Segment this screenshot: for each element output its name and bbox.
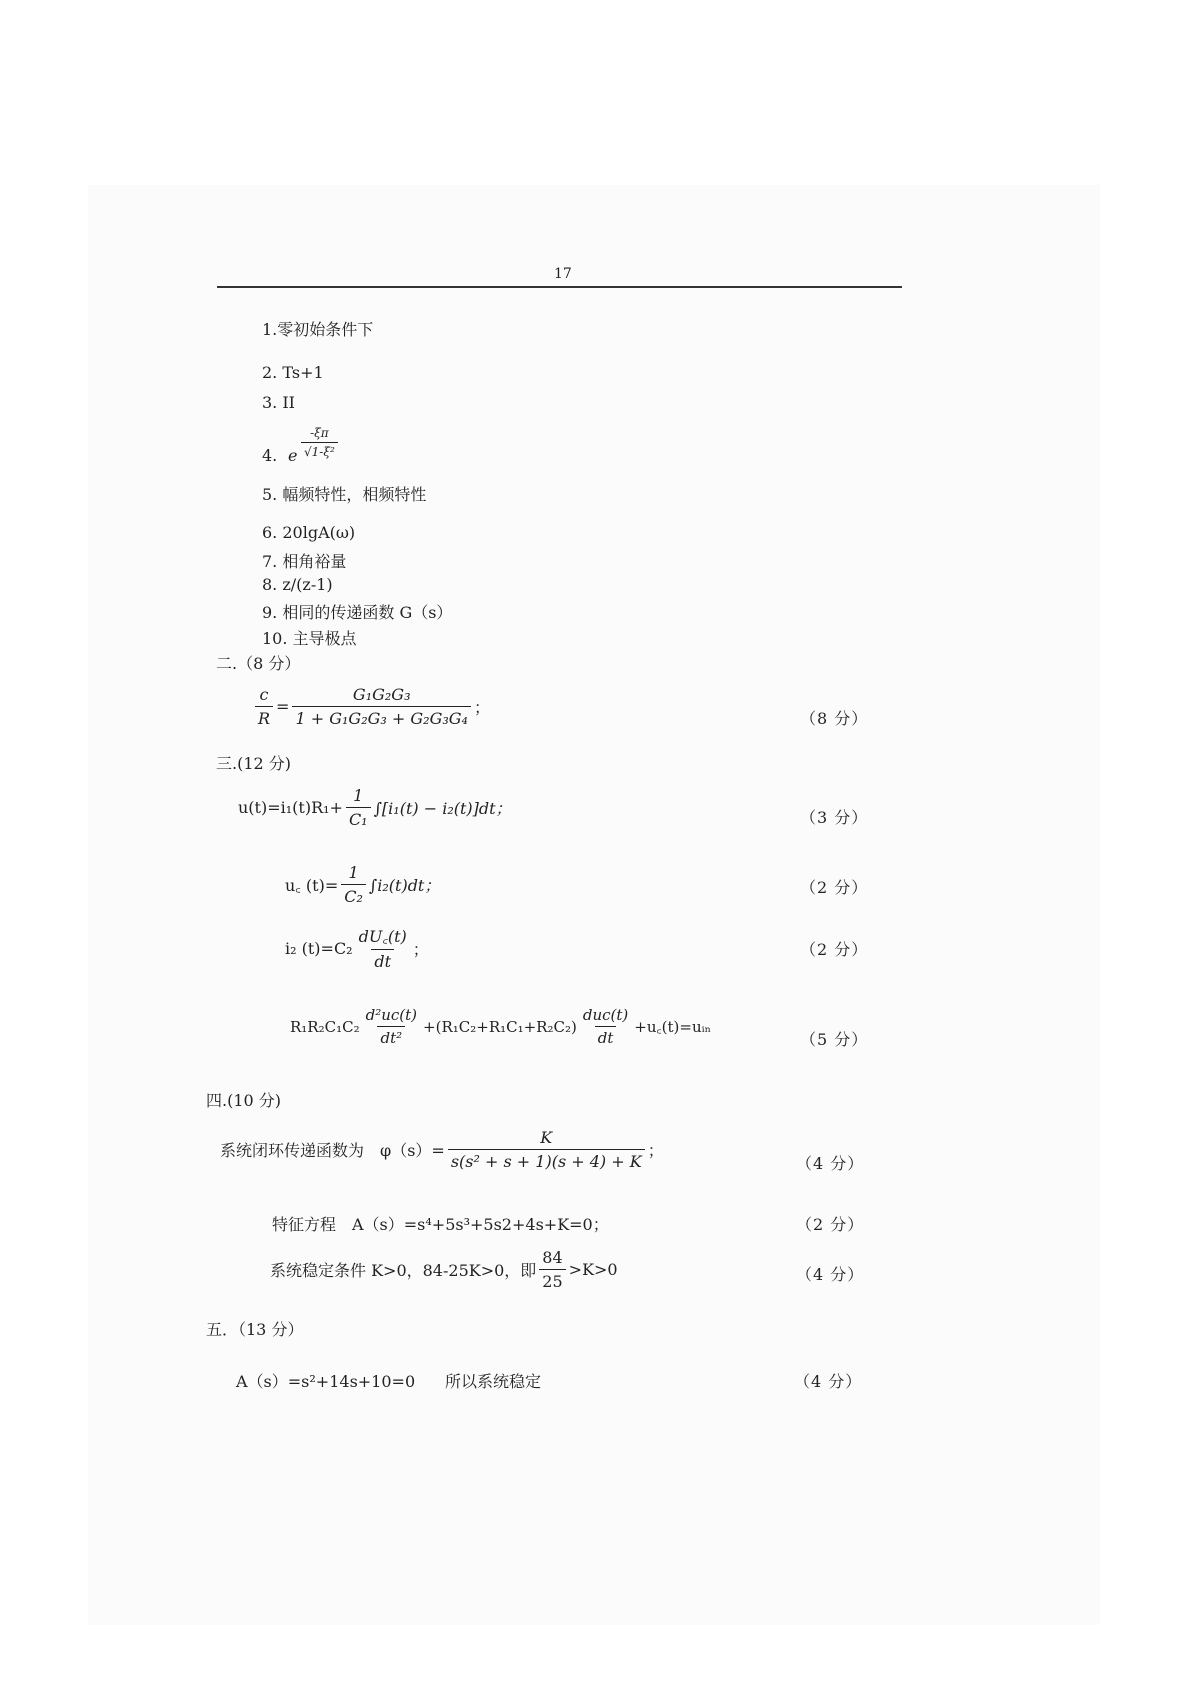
scanned-page — [88, 185, 1100, 1625]
eq4-denominator-1: dt² — [377, 1026, 405, 1047]
closed-loop-end: ； — [647, 1141, 664, 1160]
stability-label: 系统稳定条件 K>0，84-25K>0，即 — [270, 1261, 537, 1280]
section-3-eq-1 — [238, 786, 512, 829]
section-5-note: 所以系统稳定 — [445, 1372, 542, 1391]
stability-numerator: 84 — [542, 1248, 563, 1267]
stability-denominator: 25 — [539, 1269, 565, 1291]
section-4-line-3 — [270, 1248, 618, 1291]
section-3-eq-4 — [290, 1006, 711, 1047]
closed-loop-denominator: s(s² + s + 1)(s + 4) + K — [448, 1149, 645, 1171]
rhs-numerator: G₁G₂G₃ — [352, 685, 411, 704]
section-3-score-2: （2 分） — [800, 878, 869, 897]
stability-fraction — [539, 1248, 565, 1291]
exp-fraction — [301, 426, 338, 459]
page-number: 17 — [554, 266, 572, 282]
eq1-fraction — [346, 786, 371, 829]
section-5-heading: 五．（13 分） — [206, 1320, 304, 1339]
eq4-numerator-1: d²uc(t) — [365, 1006, 418, 1024]
equals-sign: = — [276, 697, 290, 716]
section-2-heading: 二.（8 分） — [216, 654, 301, 673]
section-4-score-3: （4 分） — [796, 1265, 865, 1284]
rhs-fraction — [292, 685, 471, 728]
eq2-left: u꜀ (t)= — [285, 875, 339, 895]
section-2-equation — [252, 685, 490, 728]
eq3-fraction — [356, 925, 410, 971]
section-4-line-2: 特征方程 A（s）=s⁴+5s³+5s2+4s+K=0； — [272, 1215, 609, 1234]
eq4-middle: +(R₁C₂+R₁C₁+R₂C₂) — [423, 1017, 577, 1036]
eq4-left: R₁R₂C₁C₂ — [290, 1017, 360, 1036]
answer-item-7: 7. 相角裕量 — [262, 552, 347, 571]
eq1-integral: ∫[i₁(t) − i₂(t)]dt； — [373, 799, 512, 818]
answer-item-8: 8. z/(z-1) — [262, 575, 333, 594]
section-3-score-1: （3 分） — [800, 808, 869, 827]
eq3-numerator: dU꜀(t) — [358, 927, 407, 946]
answer-item-9: 9. 相同的传递函数 G（s） — [262, 603, 453, 622]
section-3-eq-3 — [285, 925, 429, 971]
eq4-denominator-2: dt — [595, 1026, 617, 1047]
header-rule — [217, 286, 902, 288]
eq1-left: u(t)=i₁(t)R₁+ — [238, 798, 343, 817]
answer-item-6: 6. 20lgA(ω) — [262, 523, 356, 542]
eq3-denominator: dt — [371, 949, 394, 971]
section-3-heading: 三.(12 分) — [216, 754, 292, 773]
section-4-line-1 — [220, 1128, 664, 1171]
eq1-numerator: 1 — [353, 786, 364, 805]
exp-denominator: √1-ξ² — [301, 442, 338, 459]
rhs-denominator: 1 + G₁G₂G₃ + G₂G₃G₄ — [292, 706, 471, 728]
closed-loop-numerator: K — [540, 1128, 553, 1147]
closed-loop-label: 系统闭环传递函数为 φ（s）= — [220, 1141, 445, 1160]
section-4-score-1: （4 分） — [796, 1154, 865, 1173]
section-5-score: （4 分） — [794, 1372, 863, 1391]
eq4-numerator-2: duc(t) — [582, 1006, 629, 1024]
eq2-fraction — [341, 863, 366, 906]
lhs-numerator: c — [259, 685, 269, 704]
eq2-numerator: 1 — [348, 863, 359, 882]
answer-item-10: 10. 主导极点 — [262, 629, 357, 648]
eq3-left: i₂ (t)=C₂ — [285, 938, 353, 958]
section-3-score-4: （5 分） — [800, 1030, 869, 1049]
closed-loop-fraction — [448, 1128, 645, 1171]
eq4-fraction-2 — [580, 1006, 631, 1047]
answer-item-4-label: 4. — [262, 446, 278, 465]
section-3-score-3: （2 分） — [800, 940, 869, 959]
lhs-denominator: R — [255, 706, 273, 728]
exp-base: e — [288, 446, 298, 465]
equation-end: ； — [473, 698, 490, 717]
exp-numerator: -ξπ — [310, 426, 329, 440]
answer-item-5: 5. 幅频特性，相频特性 — [262, 485, 427, 504]
section-2-score: （8 分） — [800, 709, 869, 728]
eq1-denominator: C₁ — [346, 807, 371, 829]
section-4-score-2: （2 分） — [796, 1215, 865, 1234]
section-4-heading: 四.(10 分) — [206, 1091, 282, 1110]
eq4-right: +u꜀(t)=uᵢₙ — [634, 1017, 712, 1036]
stability-end: >K>0 — [568, 1260, 618, 1279]
eq3-end: ； — [412, 939, 429, 959]
answer-item-2: 2. Ts+1 — [262, 363, 324, 382]
answer-item-3: 3. II — [262, 393, 295, 412]
section-3-eq-2 — [285, 863, 440, 906]
section-5-equation: A（s）=s²+14s+10=0 — [236, 1372, 416, 1391]
answer-item-1: 1.零初始条件下 — [262, 320, 374, 339]
lhs-fraction — [255, 685, 273, 728]
eq2-integral: ∫i₂(t)dt； — [368, 876, 441, 895]
eq2-denominator: C₂ — [341, 884, 366, 906]
eq4-fraction-1 — [363, 1006, 420, 1047]
